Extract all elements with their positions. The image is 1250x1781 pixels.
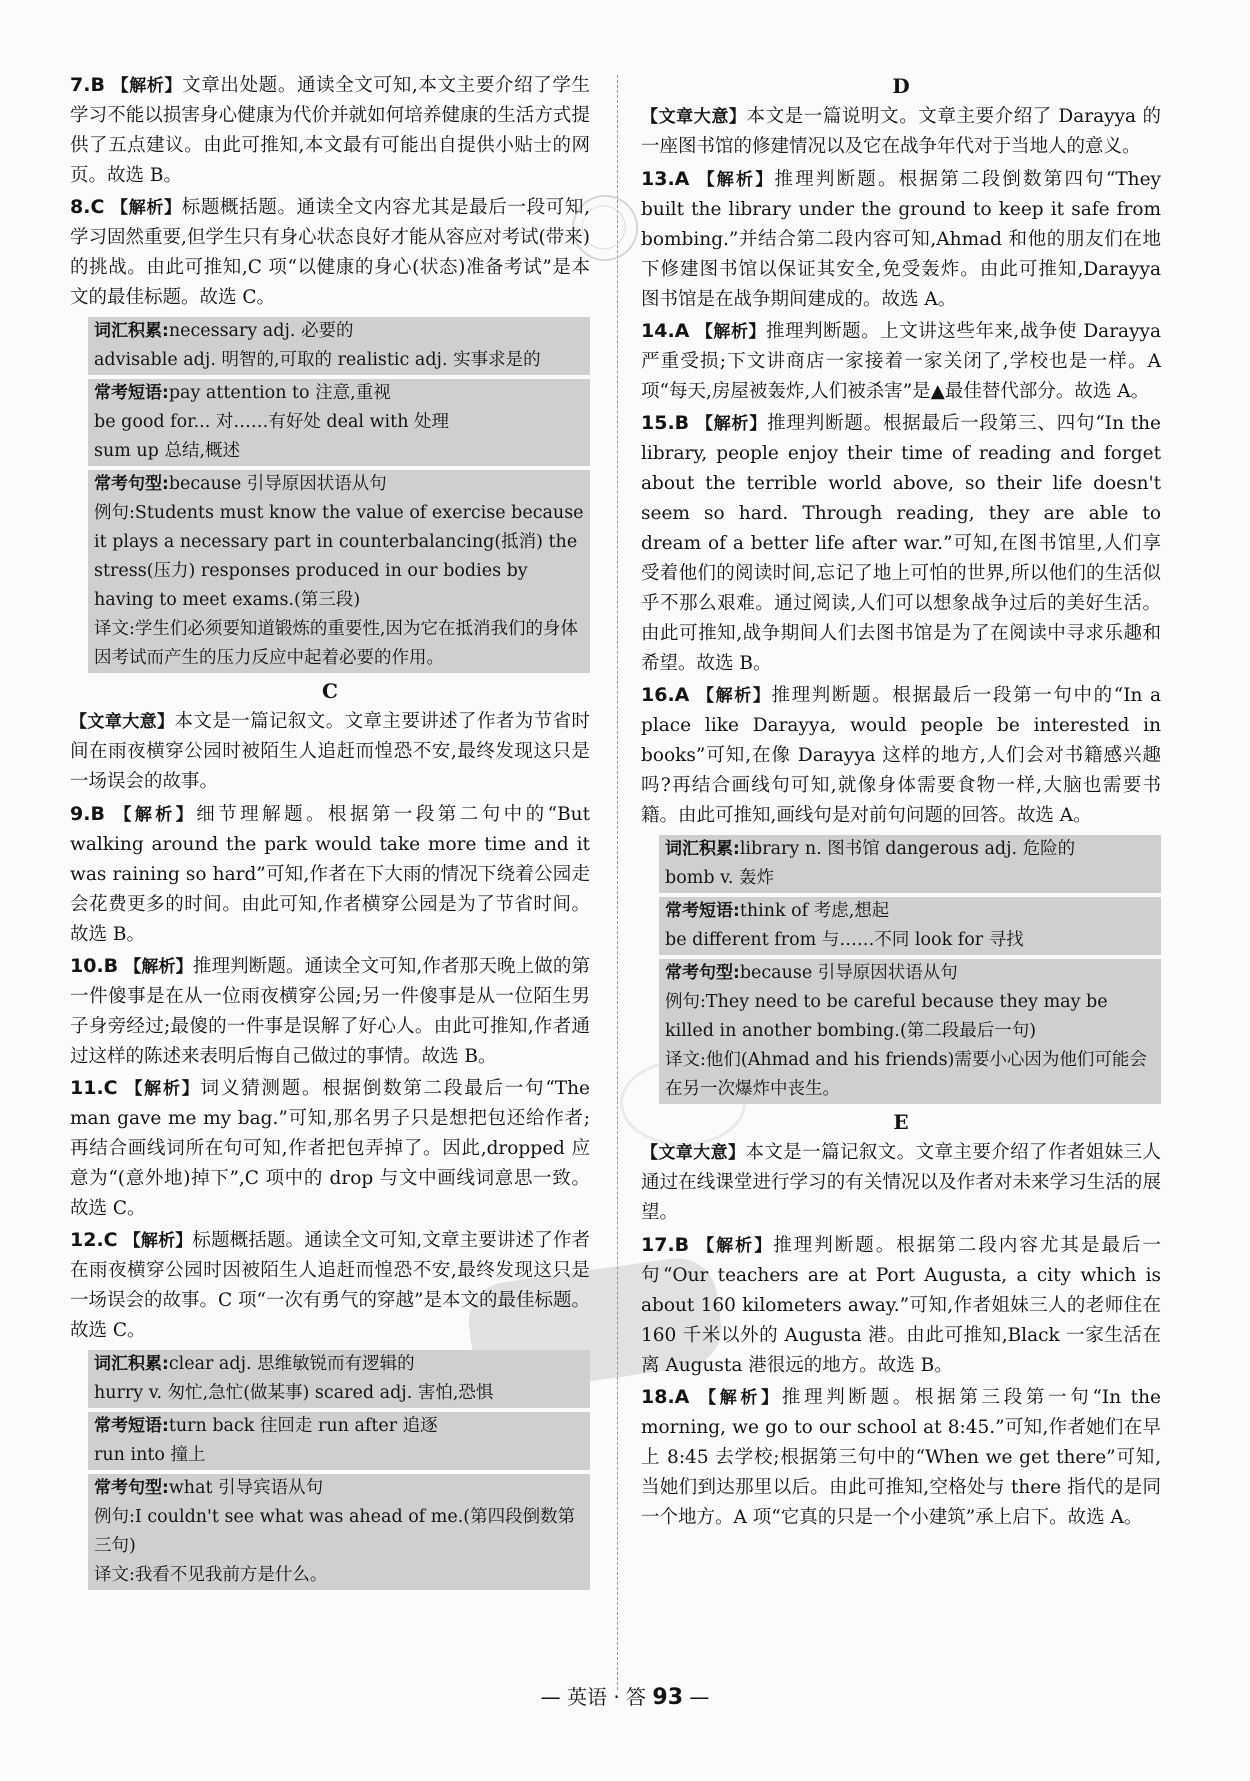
vocab-box [659, 897, 1161, 955]
question-number: 12.C [70, 1229, 118, 1251]
analysis-tag: 【解析】 [695, 322, 767, 342]
section-heading: D [892, 74, 910, 98]
question-number: 17.B [641, 1234, 690, 1256]
vocab-line [665, 835, 1155, 864]
summary-label: 【文章大意】 [641, 107, 747, 127]
footer-dash: — [683, 1685, 710, 1709]
article-summary [641, 102, 1161, 162]
column-divider [617, 75, 618, 1690]
vocab-text: 例句:Students must know the value of exercise because it plays a necessary part in counterbalancing(抵消) the stress(压力) responses produced in our bodies by having to meet exams.(第三段) [94, 503, 584, 610]
vocab-line [94, 317, 584, 346]
vocab-text: bomb v. 轰炸 [665, 868, 775, 888]
question-number: 16.A [641, 684, 690, 706]
section-heading: E [893, 1110, 909, 1134]
vocab-label: 常考句型: [94, 1478, 169, 1498]
vocab-line [94, 1379, 584, 1408]
question-answer [70, 192, 590, 313]
vocab-label: 词汇积累: [94, 1354, 169, 1374]
vocab-line [665, 864, 1155, 893]
vocab-text: advisable adj. 明智的,可取的 realistic adj. 实事求是的 [94, 350, 541, 370]
summary-label: 【文章大意】 [641, 1143, 746, 1163]
page-number: 93 [652, 1685, 684, 1710]
question-number: 13.A [641, 168, 690, 190]
vocab-text: because 引导原因状语从句 [168, 474, 387, 494]
analysis-text: 推理判断题。根据第二段内容尤其是最后一句“Our teachers are at Port Augusta, a city which is about 160 kilometers away.”可知,作者姐妹三人的老师住在 160 千米以外的 Augusta 港。由此可推知,Black 一家生活在离 Augusta 港很远的地方。故选 B。 [641, 1235, 1161, 1376]
vocab-text: library n. 图书馆 dangerous adj. 危险的 [739, 839, 1076, 859]
vocab-text: sum up 总结,概述 [94, 441, 241, 461]
question-number: 18.A [641, 1386, 690, 1408]
vocab-line [665, 1046, 1155, 1104]
question-answer [641, 316, 1161, 407]
vocab-text: because 引导原因状语从句 [739, 963, 958, 983]
analysis-tag: 【解析】 [110, 76, 183, 96]
question-number: 7.B [70, 74, 105, 96]
vocab-box [659, 959, 1161, 1104]
vocab-line [94, 346, 584, 375]
vocab-text: think of 考虑,想起 [739, 901, 890, 921]
analysis-tag: 【解析】 [123, 1079, 201, 1099]
vocab-line [94, 1561, 584, 1590]
vocab-line [94, 437, 584, 466]
vocab-box [88, 1350, 590, 1408]
left-column [70, 70, 590, 1594]
analysis-tag: 【解析】 [110, 805, 197, 825]
question-number: 10.B [70, 955, 119, 977]
question-answer [70, 799, 590, 950]
analysis-text: 细节理解题。根据第一段第二句中的“But walking around the park would take more time and it was raining so hard”可知,作者在下大雨的情况下绕着公园走会花费更多的时间。由此可知,作者横穿公园是为了节省时间。故选 B。 [70, 804, 591, 945]
vocab-text: 例句:They need to be careful because they may be killed in another bombing.(第二段最后一句) [665, 992, 1108, 1041]
vocab-box [88, 1474, 590, 1590]
vocab-line [94, 1412, 584, 1441]
vocab-line [94, 470, 584, 499]
analysis-tag: 【解析】 [695, 1388, 782, 1408]
question-number: 9.B [70, 803, 105, 825]
article-summary [641, 1138, 1161, 1228]
vocab-label: 常考短语: [94, 1416, 169, 1436]
analysis-tag: 【解析】 [123, 1231, 193, 1251]
analysis-tag: 【解析】 [695, 414, 768, 434]
vocab-line [94, 408, 584, 437]
question-answer [70, 951, 590, 1072]
vocab-line [665, 988, 1155, 1046]
question-answer [641, 1382, 1161, 1533]
vocab-text: hurry v. 匆忙,急忙(做某事) scared adj. 害怕,恐惧 [94, 1383, 494, 1403]
vocab-text: 译文:他们(Ahmad and his friends)需要小心因为他们可能会在另一次爆炸中丧生。 [665, 1050, 1147, 1099]
analysis-tag: 【解析】 [695, 686, 772, 706]
vocab-text: be different from 与……不同 look for 寻找 [665, 930, 1024, 950]
analysis-tag: 【解析】 [124, 957, 193, 977]
question-answer [641, 1230, 1161, 1381]
vocab-line [94, 1503, 584, 1561]
summary-text: 本文是一篇记叙文。文章主要讲述了作者为节省时间在雨夜横穿公园时被陌生人追赶而惶恐不安,最终发现这只是一场误会的故事。 [70, 711, 590, 792]
vocab-label: 词汇积累: [665, 839, 740, 859]
vocab-box [88, 470, 590, 673]
vocab-text: be good for... 对……有好处 deal with 处理 [94, 412, 450, 432]
vocab-line [665, 897, 1155, 926]
article-summary [70, 707, 590, 797]
vocab-text: 译文:我看不见我前方是什么。 [94, 1565, 328, 1585]
analysis-text: 文章出处题。通读全文可知,本文主要介绍了学生学习不能以损害身心健康为代价并就如何培养健康的生活方式提供了五点建议。由此可推知,本文最有可能出自提供小贴士的网页。故选 B。 [70, 75, 591, 186]
vocab-text: necessary adj. 必要的 [168, 321, 354, 341]
vocab-line [94, 1350, 584, 1379]
vocab-text: clear adj. 思维敏锐而有逻辑的 [168, 1354, 415, 1374]
vocab-box [659, 835, 1161, 893]
vocab-label: 常考短语: [665, 901, 740, 921]
question-answer [70, 1225, 590, 1346]
analysis-text: 推理判断题。根据最后一段第一句中的“In a place like Darayya, would people be interested in books”可知,在像 Darayya 这样的地方,人们会对书籍感兴趣吗?再结合画线句可知,就像身体需要食物一样,大脑也需要书籍。由此可推知,画线句是对前句问题的回答。故选 A。 [641, 685, 1162, 826]
vocab-text: 译文:学生们必须要知道锻炼的重要性,因为它在抵消我们的身体因考试而产生的压力反应中起着必要的作用。 [94, 619, 578, 668]
question-number: 15.B [641, 412, 690, 434]
right-column [641, 70, 1161, 1534]
vocab-line [94, 615, 584, 673]
summary-text: 本文是一篇说明文。文章主要介绍了 Darayya 的一座图书馆的修建情况以及它在战争年代对于当地人的意义。 [641, 106, 1161, 157]
vocab-line [94, 1474, 584, 1503]
analysis-text: 推理判断题。上文讲这些年来,战争使 Darayya 严重受损;下文讲商店一家接着一家关闭了,学校也是一样。A 项“每天,房屋被轰炸,人们被杀害”是▲最佳替代部分。故选 A。 [641, 321, 1161, 402]
vocab-text: pay attention to 注意,重视 [168, 383, 391, 403]
vocab-line [94, 379, 584, 408]
vocab-line [94, 1441, 584, 1470]
analysis-tag: 【解析】 [110, 198, 182, 218]
vocab-line [665, 959, 1155, 988]
summary-label: 【文章大意】 [70, 712, 175, 732]
analysis-text: 标题概括题。通读全文内容尤其是最后一段可知,学习固然重要,但学生只有身心状态良好才能从容应对考试(带来)的挑战。由此可推知,C 项“以健康的身心(状态)准备考试”是本文的最佳标题。故选 C。 [70, 197, 590, 308]
analysis-tag: 【解析】 [695, 170, 775, 190]
vocab-label: 常考句型: [665, 963, 740, 983]
vocab-text: 例句:I couldn't see what was ahead of me.(第四段倒数第三句) [94, 1507, 576, 1556]
page-footer [0, 1682, 1250, 1713]
question-answer [641, 164, 1161, 315]
question-number: 8.C [70, 196, 105, 218]
question-answer [70, 70, 590, 191]
question-answer [641, 680, 1161, 831]
analysis-tag: 【解析】 [695, 1236, 774, 1256]
vocab-box [88, 379, 590, 466]
section-heading: C [322, 679, 338, 703]
vocab-label: 词汇积累: [94, 321, 169, 341]
analysis-text: 推理判断题。通读全文可知,作者那天晚上做的第一件傻事是在从一位雨夜横穿公园;另一件傻事是从一位陌生男子身旁经过;最傻的一件事是误解了好心人。由此可推知,作者通过这样的陈述来表明后悔自己做过的事情。故选 B。 [70, 956, 590, 1067]
vocab-text: run into 撞上 [94, 1445, 206, 1465]
analysis-text: 标题概括题。通读全文可知,文章主要讲述了作者在雨夜横穿公园时因被陌生人追赶而惶恐不安,最终发现这只是一场误会的故事。C 项“一次有勇气的穿越”是本文的最佳标题。故选 C。 [70, 1230, 591, 1341]
question-answer [70, 1073, 590, 1224]
question-answer [641, 408, 1161, 679]
vocab-label: 常考句型: [94, 474, 169, 494]
vocab-box [88, 1412, 590, 1470]
question-number: 11.C [70, 1077, 118, 1099]
analysis-text: 词义猜测题。根据倒数第二段最后一句“The man gave me my bag.”可知,那名男子只是想把包还给作者;再结合画线词所在句可知,作者把包弄掉了。因此,dropped 应意为“(意外地)掉下”,C 项中的 drop 与文中画线词意思一致。故选 C。 [70, 1078, 590, 1219]
vocab-text: what 引导宾语从句 [168, 1478, 324, 1498]
analysis-text: 推理判断题。根据第二段倒数第四句“They built the library under the ground to keep it safe from bombing.”并结合第二段内容可知,Ahmad 和他的朋友们在地下修建图书馆以保证其安全,免受轰炸。由此可推知,Darayya 图书馆是在战争期间建成的。故选 A。 [641, 169, 1161, 310]
vocab-text: turn back 往回走 run after 追逐 [168, 1416, 438, 1436]
vocab-box [88, 317, 590, 375]
vocab-line [94, 499, 584, 615]
summary-text: 本文是一篇记叙文。文章主要介绍了作者姐妹三人通过在线课堂进行学习的有关情况以及作者对未来学习生活的展望。 [641, 1142, 1161, 1223]
vocab-label: 常考短语: [94, 383, 169, 403]
analysis-text: 推理判断题。根据第三段第一句“In the morning, we go to our school at 8:45.”可知,作者她们在早上 8:45 去学校;根据第三句中的“When we get there”可知,当她们到达那里以后。由此可推知,空格处与 there 指代的是同一个地方。A 项“它真的只是一个小建筑”承上启下。故选 A。 [641, 1387, 1161, 1528]
footer-subject: — 英语 · 答 [540, 1685, 653, 1709]
vocab-line [665, 926, 1155, 955]
analysis-text: 推理判断题。根据最后一段第三、四句“In the library, people enjoy their time of reading and forget about the terrible world above, so their life doesn't seem so hard. Through reading, they are able to dream of a better life after war.”可知,在图书馆里,人们享受着他们的阅读时间,忘记了地上可怕的世界,所以他们的生活似乎不那么艰难。通过阅读,人们可以想象战争过后的美好生活。由此可推知,战争期间人们去图书馆是为了在阅读中寻求乐趣和希望。故选 B。 [641, 413, 1161, 674]
question-number: 14.A [641, 320, 690, 342]
